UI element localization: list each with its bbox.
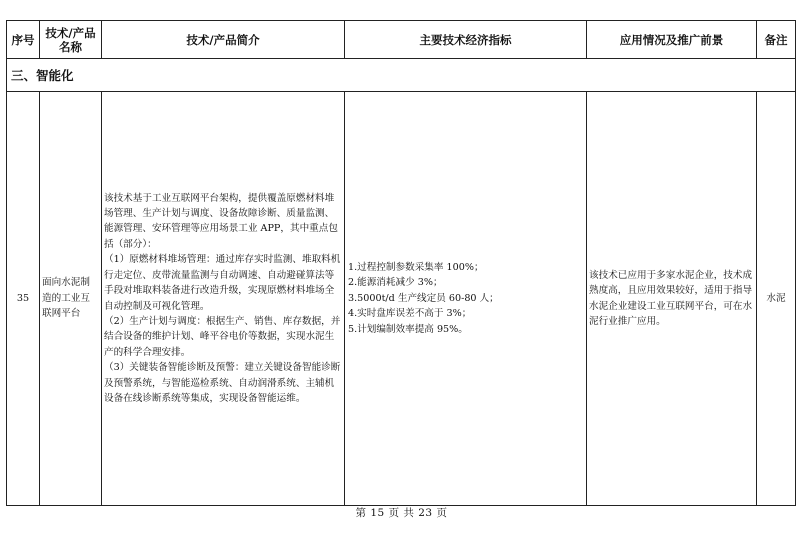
row-metrics xyxy=(345,92,587,506)
row-note: 水泥 xyxy=(757,92,796,506)
intro-paragraph: （3）关键装备智能诊断及预警：建立关键设备智能诊断及预警系统，与智能巡检系统、自动润滑系统、主辅机设备在线诊断系统等集成，实现设备智能运维。 xyxy=(104,362,341,404)
row-application: 该技术已应用于多家水泥企业，技术成熟度高，且应用效果较好，适用于指导水泥企业建设工业互联网平台，可在水泥行业推广应用。 xyxy=(587,92,757,506)
row-intro xyxy=(102,92,345,506)
header-row xyxy=(7,21,796,59)
header-intro: 技术/产品简介 xyxy=(102,21,345,59)
page-number: 第 15 页 共 23 页 xyxy=(355,507,448,519)
table-row xyxy=(7,92,796,506)
metric-item: 4.实时盘库误差不高于 3%； xyxy=(348,308,472,320)
header-name: 技术/产品名称 xyxy=(40,21,102,59)
row-no: 35 xyxy=(7,92,40,506)
header-no: 序号 xyxy=(7,21,40,59)
metric-item: 1.过程控制参数采集率 100%； xyxy=(348,261,484,273)
intro-paragraph: （2）生产计划与调度：根据生产、销售、库存数据，并结合设备的维护计划、峰平谷电价等数据，实现水泥生产的科学合理安排。 xyxy=(104,315,341,358)
intro-paragraph: 该技术基于工业互联网平台架构，提供覆盖原燃材料堆场管理、生产计划与调度、设备故障诊断、质量监测、能源管理、安环管理等应用场景工业 APP，其中重点包括（部分）： xyxy=(104,192,338,250)
header-note: 备注 xyxy=(757,21,796,59)
intro-paragraph: （1）原燃材料堆场管理：通过库存实时监测、堆取料机行走定位、皮带流量监测与自动调速、自动避碰算法等手段对堆取料装备进行改造升级，实现原燃材料堆场全自动控制及可视化管理。 xyxy=(104,254,341,312)
section-title: 三、智能化 xyxy=(7,59,796,92)
metric-item: 2.能源消耗减少 3%； xyxy=(348,277,443,289)
technology-table xyxy=(6,20,796,506)
metric-item: 3.5000t/d 生产线定员 60-80 人； xyxy=(348,292,499,304)
metric-item: 5.计划编制效率提高 95%。 xyxy=(348,323,468,335)
header-metrics: 主要技术经济指标 xyxy=(345,21,587,59)
header-application: 应用情况及推广前景 xyxy=(587,21,757,59)
section-row xyxy=(7,59,796,92)
row-name: 面向水泥制造的工业互联网平台 xyxy=(40,92,102,506)
